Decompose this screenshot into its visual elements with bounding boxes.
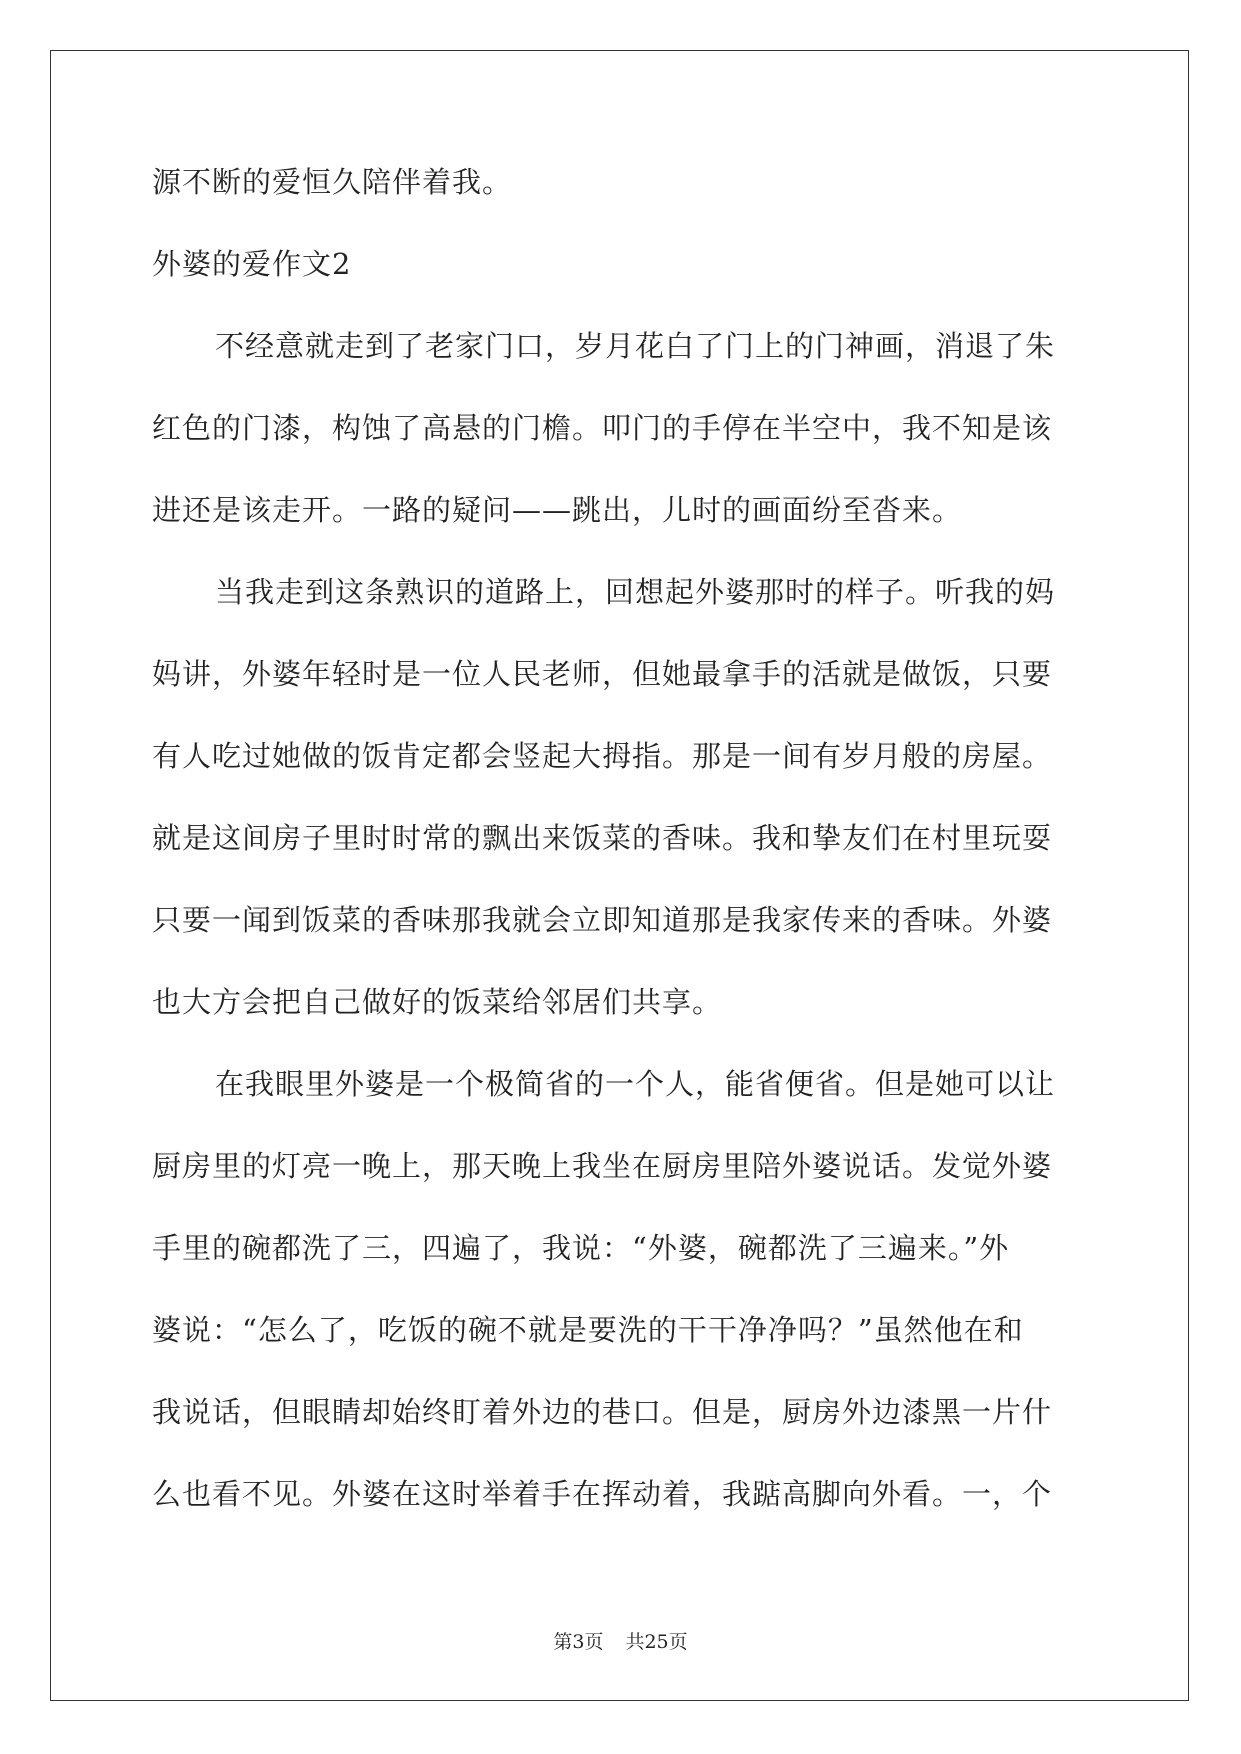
page-number: 第3页 bbox=[553, 1631, 604, 1653]
text-line: 厨房里的灯亮一晚上，那天晚上我坐在厨房里陪外婆说话。发觉外婆 bbox=[152, 1149, 1053, 1183]
text-line: 红色的门漆，构蚀了高悬的门檐。叩门的手停在半空中，我不知是该 bbox=[152, 411, 1053, 445]
text-line: 妈讲，外婆年轻时是一位人民老师，但她最拿手的活就是做饭，只要 bbox=[152, 657, 1053, 691]
text-line: 不经意就走到了老家门口，岁月花白了门上的门神画，消退了朱 bbox=[215, 329, 1056, 363]
text-line: 当我走到这条熟识的道路上，回想起外婆那时的样子。听我的妈 bbox=[215, 575, 1056, 609]
text-line: 进还是该走开。一路的疑问——跳出，儿时的画面纷至沓来。 bbox=[152, 493, 963, 527]
text-line: 手里的碗都洗了三，四遍了，我说：“外婆，碗都洗了三遍来。”外 bbox=[152, 1231, 1010, 1265]
text-line: 只要一闻到饭菜的香味那我就会立即知道那是我家传来的香味。外婆 bbox=[152, 903, 1053, 937]
text-line: 婆说：“怎么了，吃饭的碗不就是要洗的干干净净吗？”虽然他在和 bbox=[152, 1313, 1024, 1347]
page-footer bbox=[0, 1627, 1241, 1654]
text-line: 在我眼里外婆是一个极简省的一个人，能省便省。但是她可以让 bbox=[215, 1067, 1056, 1101]
text-line: 也大方会把自己做好的饭菜给邻居们共享。 bbox=[152, 985, 723, 1019]
section-heading: 外婆的爱作文2 bbox=[152, 247, 352, 281]
text-line: 源不断的爱恒久陪伴着我。 bbox=[152, 165, 513, 199]
text-line: 就是这间房子里时时常的飘出来饭菜的香味。我和挚友们在村里玩耍 bbox=[152, 821, 1053, 855]
text-line: 么也看不见。外婆在这时举着手在挥动着，我踮高脚向外看。一，个 bbox=[152, 1477, 1053, 1511]
text-line: 有人吃过她做的饭肯定都会竖起大拇指。那是一间有岁月般的房屋。 bbox=[152, 739, 1053, 773]
document-body bbox=[152, 162, 1088, 1556]
text-line: 我说话，但眼睛却始终盯着外边的巷口。但是，厨房外边漆黑一片什 bbox=[152, 1395, 1053, 1429]
page-total: 共25页 bbox=[625, 1631, 688, 1653]
